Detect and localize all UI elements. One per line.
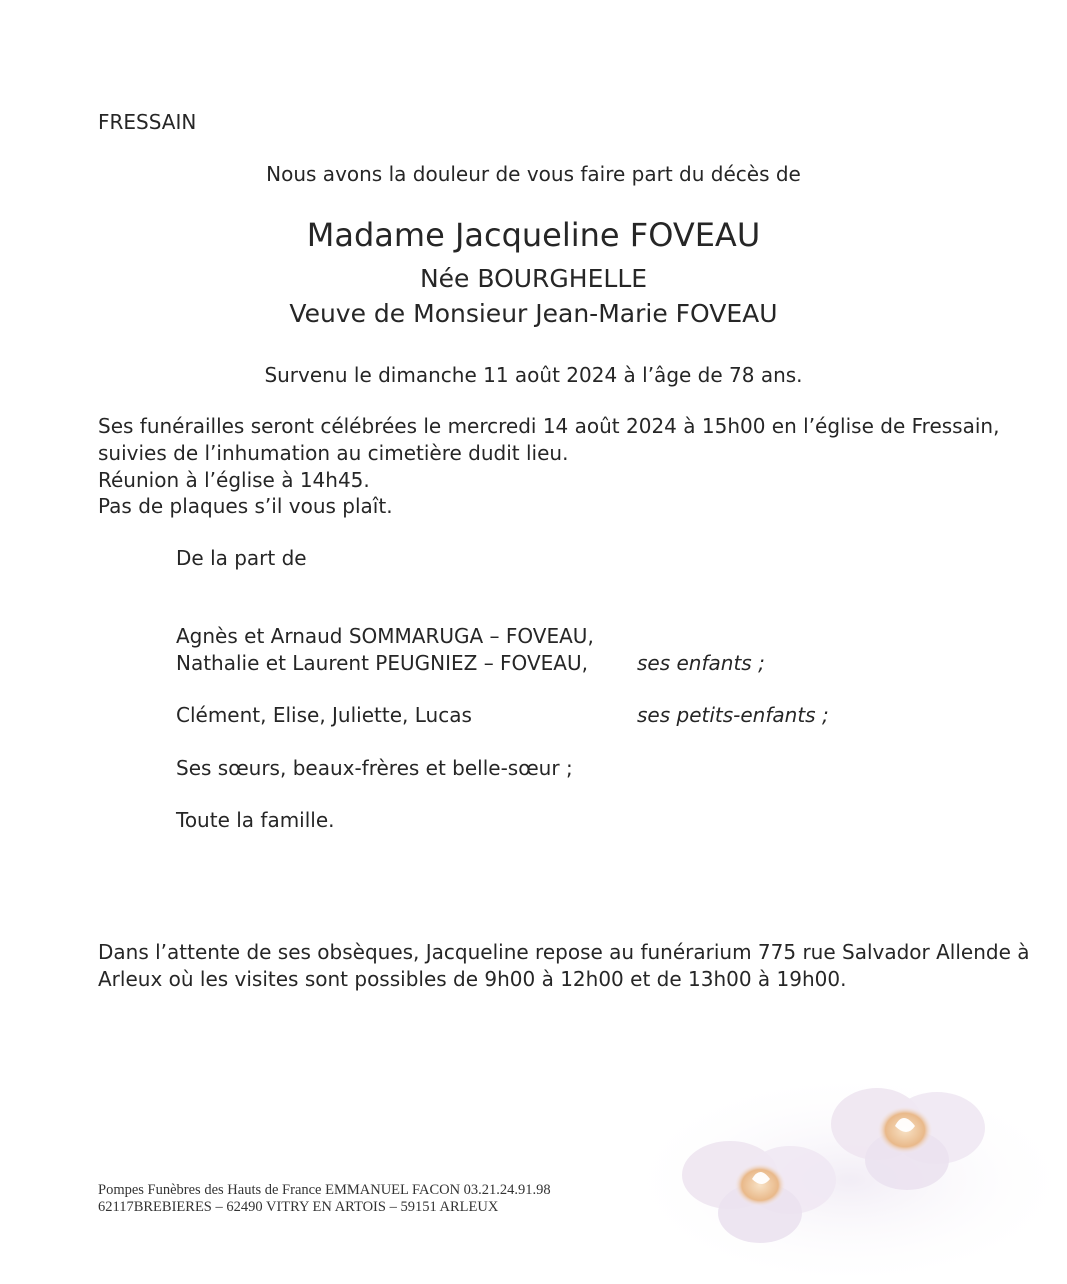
funeral-line: Réunion à l’église à 14h45. [98, 468, 370, 492]
family-siblings: Ses sœurs, beaux-frères et belle-sœur ; [176, 756, 573, 780]
deceased-widow-of: Veuve de Monsieur Jean-Marie FOVEAU [289, 299, 778, 328]
funeral-line: suivies de l’inhumation au cimetière dudit lieu. [98, 441, 569, 465]
visits-line: Arleux où les visites sont possibles de 9h00 à 12h00 et de 13h00 à 19h00. [98, 967, 847, 991]
orchid-decoration-image [600, 1020, 1067, 1280]
deceased-name: Madame Jacqueline FOVEAU [306, 216, 761, 254]
family-all: Toute la famille. [176, 808, 335, 832]
death-date-line: Survenu le dimanche 11 août 2024 à l’âge de 78 ans. [264, 363, 803, 387]
visits-line: Dans l’attente de ses obsèques, Jacqueline repose au funérarium 775 rue Salvador Allende à [98, 940, 1030, 964]
funeral-line: Ses funérailles seront célébrées le mercredi 14 août 2024 à 15h00 en l’église de Fressain, [98, 414, 1000, 438]
funeral-home-footer-line2: 62117BREBIERES – 62490 VITRY EN ARTOIS – 59151 ARLEUX [98, 1199, 499, 1215]
funeral-line: Pas de plaques s’il vous plaît. [98, 494, 393, 518]
orchid-flower-left [682, 1141, 836, 1243]
orchid-flower-right [831, 1088, 985, 1190]
family-children-role: ses enfants ; [637, 651, 765, 675]
funeral-home-footer-line1: Pompes Funèbres des Hauts de France EMMANUEL FACON 03.21.24.91.98 [98, 1182, 551, 1198]
family-grandchildren-role: ses petits-enfants ; [637, 703, 829, 727]
family-grandchildren: Clément, Elise, Juliette, Lucas [176, 703, 472, 727]
from-label: De la part de [176, 546, 307, 570]
location-heading: FRESSAIN [98, 110, 197, 134]
deceased-birth-name: Née BOURGHELLE [419, 264, 648, 293]
family-children-line: Nathalie et Laurent PEUGNIEZ – FOVEAU, [176, 651, 588, 675]
announcement-intro: Nous avons la douleur de vous faire part du décès de [266, 162, 801, 186]
family-children-line: Agnès et Arnaud SOMMARUGA – FOVEAU, [176, 624, 594, 648]
